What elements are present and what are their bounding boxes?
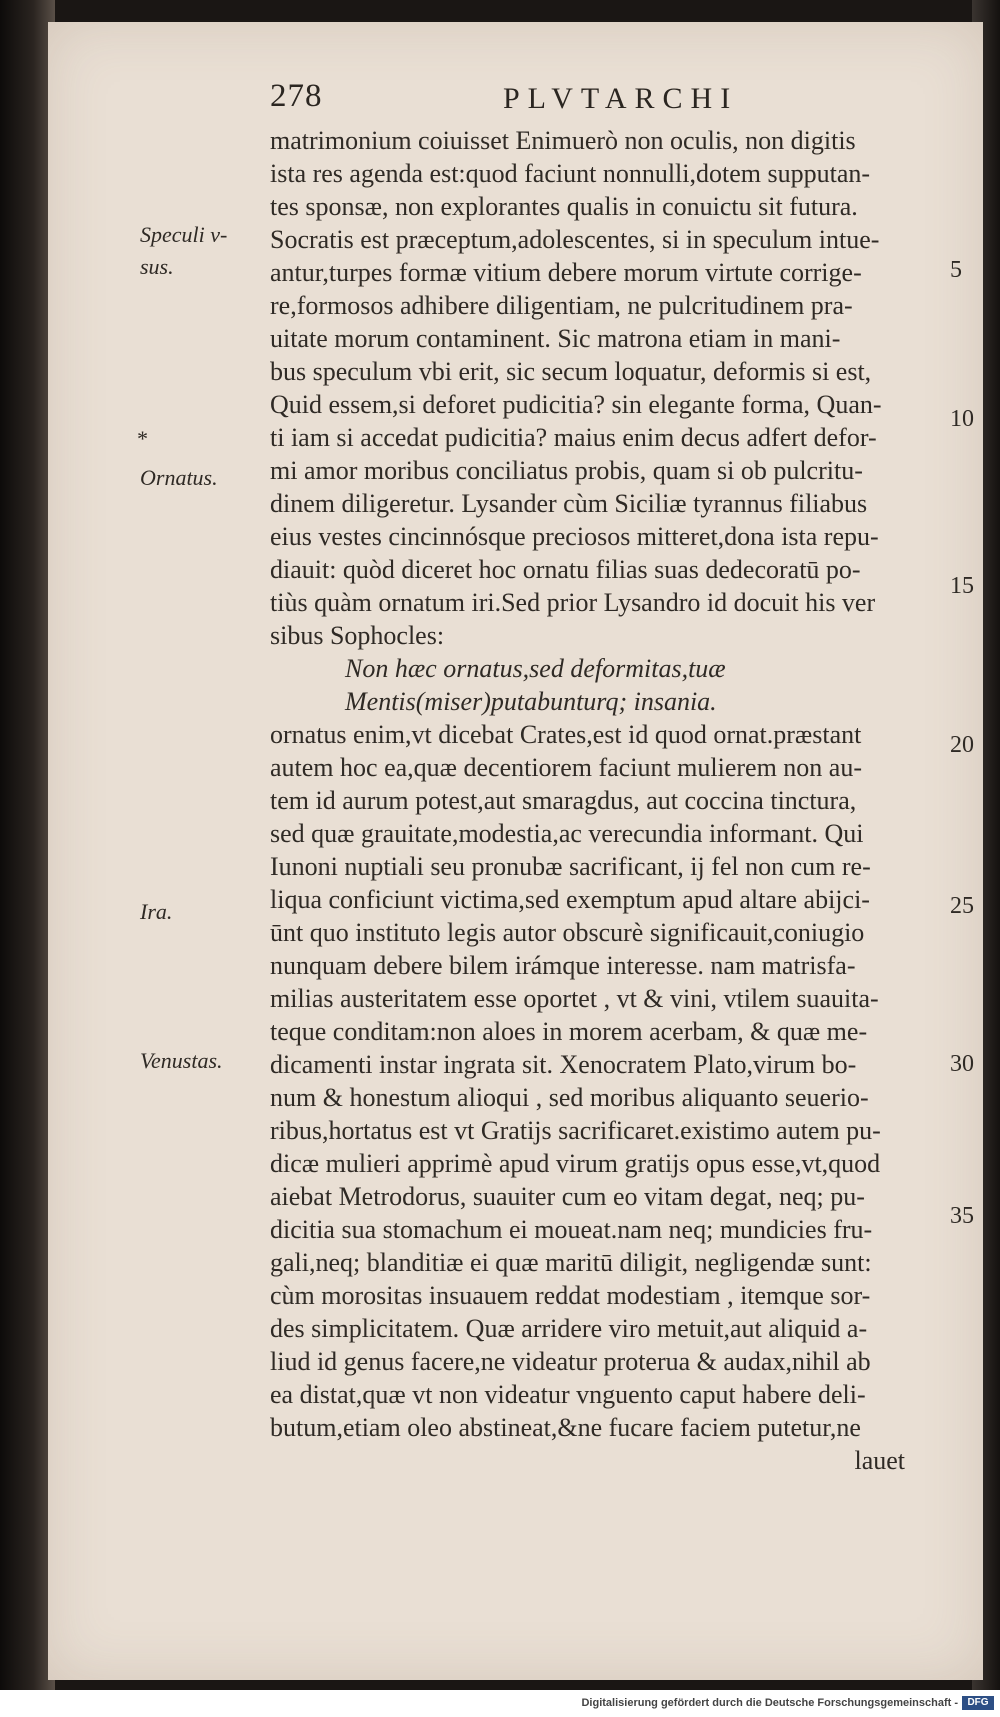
text-line: num & honestum alioqui , sed moribus aliquanto seuerio- <box>270 1083 869 1112</box>
verse-line: Mentis(miser)putabunturq; insania. <box>345 687 717 716</box>
text-line: milias austeritatem esse oportet , vt & vini, vtilem suauita- <box>270 984 879 1013</box>
line-number: 35 <box>950 1203 974 1229</box>
text-line: dicamenti instar ingrata sit. Xenocratem Plato,virum bo- <box>270 1050 857 1079</box>
text-line: Quid essem,si deforet pudicitia? sin elegante forma, Quan- <box>270 390 882 419</box>
text-line: ūnt quo instituto legis autor obscurè significauit,coniugio <box>270 918 865 947</box>
margin-note-ira: Ira. <box>140 899 173 924</box>
text-line: ea distat,quæ vt non videatur vnguento caput habere deli- <box>270 1380 866 1409</box>
margin-asterisk: * <box>136 426 147 451</box>
text-line: cùm morositas insuauem reddat modestiam , itemque sor- <box>270 1281 871 1310</box>
text-line: aiebat Metrodorus, suauiter cum eo vitam degat, neq; pu- <box>270 1182 865 1211</box>
text-line: dinem diligeretur. Lysander cùm Siciliæ tyrannus filiabus <box>270 489 868 518</box>
text-line: ribus,hortatus est vt Gratijs sacrificaret.existimo autem pu- <box>270 1116 881 1145</box>
line-number: 20 <box>950 732 974 758</box>
text-line: bus speculum vbi erit, sic secum loquatur, deformis si est, <box>270 357 872 386</box>
text-line: teque conditam:non aloes in morem acerbam, & quæ me- <box>270 1017 868 1046</box>
text-line: autem hoc ea,quæ decentiorem faciunt mulierem non au- <box>270 753 862 782</box>
line-number: 15 <box>950 573 974 599</box>
verse-line: Non hæc ornatus,sed deformitas,tuæ <box>345 654 726 683</box>
text-line: liud id genus facere,ne videatur proterua & audax,nihil ab <box>270 1347 871 1376</box>
margin-note-ornatus: Ornatus. <box>140 465 218 490</box>
text-line: eius vestes cincinnósque preciosos mitteret,dona ista repu- <box>270 522 879 551</box>
text-line: butum,etiam oleo abstineat,&ne fucare faciem putetur,ne <box>270 1413 861 1442</box>
text-line: Iunoni nuptiali seu pronubæ sacrificant, ij fel non cum re- <box>270 852 871 881</box>
margin-note-speculi: Speculi v- <box>140 222 228 247</box>
text-line: dicitia sua stomachum ei moueat.nam neq; mundicies fru- <box>270 1215 873 1244</box>
text-line: ista res agenda est:quod faciunt nonnulli,dotem supputan- <box>270 159 871 188</box>
footer-bar <box>0 1690 1000 1717</box>
text-line: dicæ mulieri apprimè apud virum gratijs opus esse,vt,quod <box>270 1149 881 1178</box>
text-line: des simplicitatem. Quæ arridere viro metuit,aut aliquid a- <box>270 1314 868 1343</box>
line-number: 10 <box>950 406 974 432</box>
text-line: tem id aurum potest,aut smaragdus, aut coccina tinctura, <box>270 786 857 815</box>
text-line: tes sponsæ, non explorantes qualis in conuictu sit futura. <box>270 192 858 221</box>
main-text <box>270 124 960 1477</box>
text-line: ti iam si accedat pudicitia? maius enim decus adfert defor- <box>270 423 877 452</box>
running-title: PLVTARCHI <box>503 82 739 115</box>
text-line: diauit: quòd diceret hoc ornatu filias suas dedecoratū po- <box>270 555 861 584</box>
book-spine-shadow <box>0 0 55 1690</box>
text-line: tiùs quàm ornatum iri.Sed prior Lysandro id docuit his ver <box>270 588 876 617</box>
text-line: liqua conficiunt victima,sed exemptum apud altare abijci- <box>270 885 870 914</box>
text-line: nunquam debere bilem irámque interesse. nam matrisfa- <box>270 951 856 980</box>
dfg-logo: DFG <box>962 1696 994 1710</box>
text-line: Socratis est præceptum,adolescentes, si in speculum intue- <box>270 225 880 254</box>
text-line: antur,turpes formæ vitium debere morum virtute corrige- <box>270 258 862 287</box>
text-line: re,formosos adhibere diligentiam, ne pulcritudinem pra- <box>270 291 853 320</box>
text-line: mi amor moribus conciliatus probis, quam si ob pulcritu- <box>270 456 863 485</box>
funding-credit: Digitalisierung gefördert durch die Deutsche Forschungsgemeinschaft - <box>581 1697 958 1709</box>
text-line: matrimonium coiuisset Enimuerò non oculis, non digitis <box>270 126 856 155</box>
text-line: sibus Sophocles: <box>270 621 445 650</box>
text-line: gali,neq; blanditiæ ei quæ maritū diligit, negligendæ sunt: <box>270 1248 872 1277</box>
text-line: uitate morum contaminent. Sic matrona etiam in mani- <box>270 324 841 353</box>
page-header <box>0 78 1000 118</box>
line-number: 25 <box>950 893 974 919</box>
margin-note-venustas: Venustas. <box>140 1048 223 1073</box>
catchword: lauet <box>854 1446 905 1475</box>
text-line: ornatus enim,vt dicebat Crates,est id quod ornat.præstant <box>270 720 862 749</box>
margin-note-speculi-cont: sus. <box>140 254 174 279</box>
text-line: sed quæ grauitate,modestia,ac verecundia informant. Qui <box>270 819 864 848</box>
line-number: 5 <box>950 257 962 283</box>
line-number: 30 <box>950 1051 974 1077</box>
page-number: 278 <box>270 78 323 114</box>
